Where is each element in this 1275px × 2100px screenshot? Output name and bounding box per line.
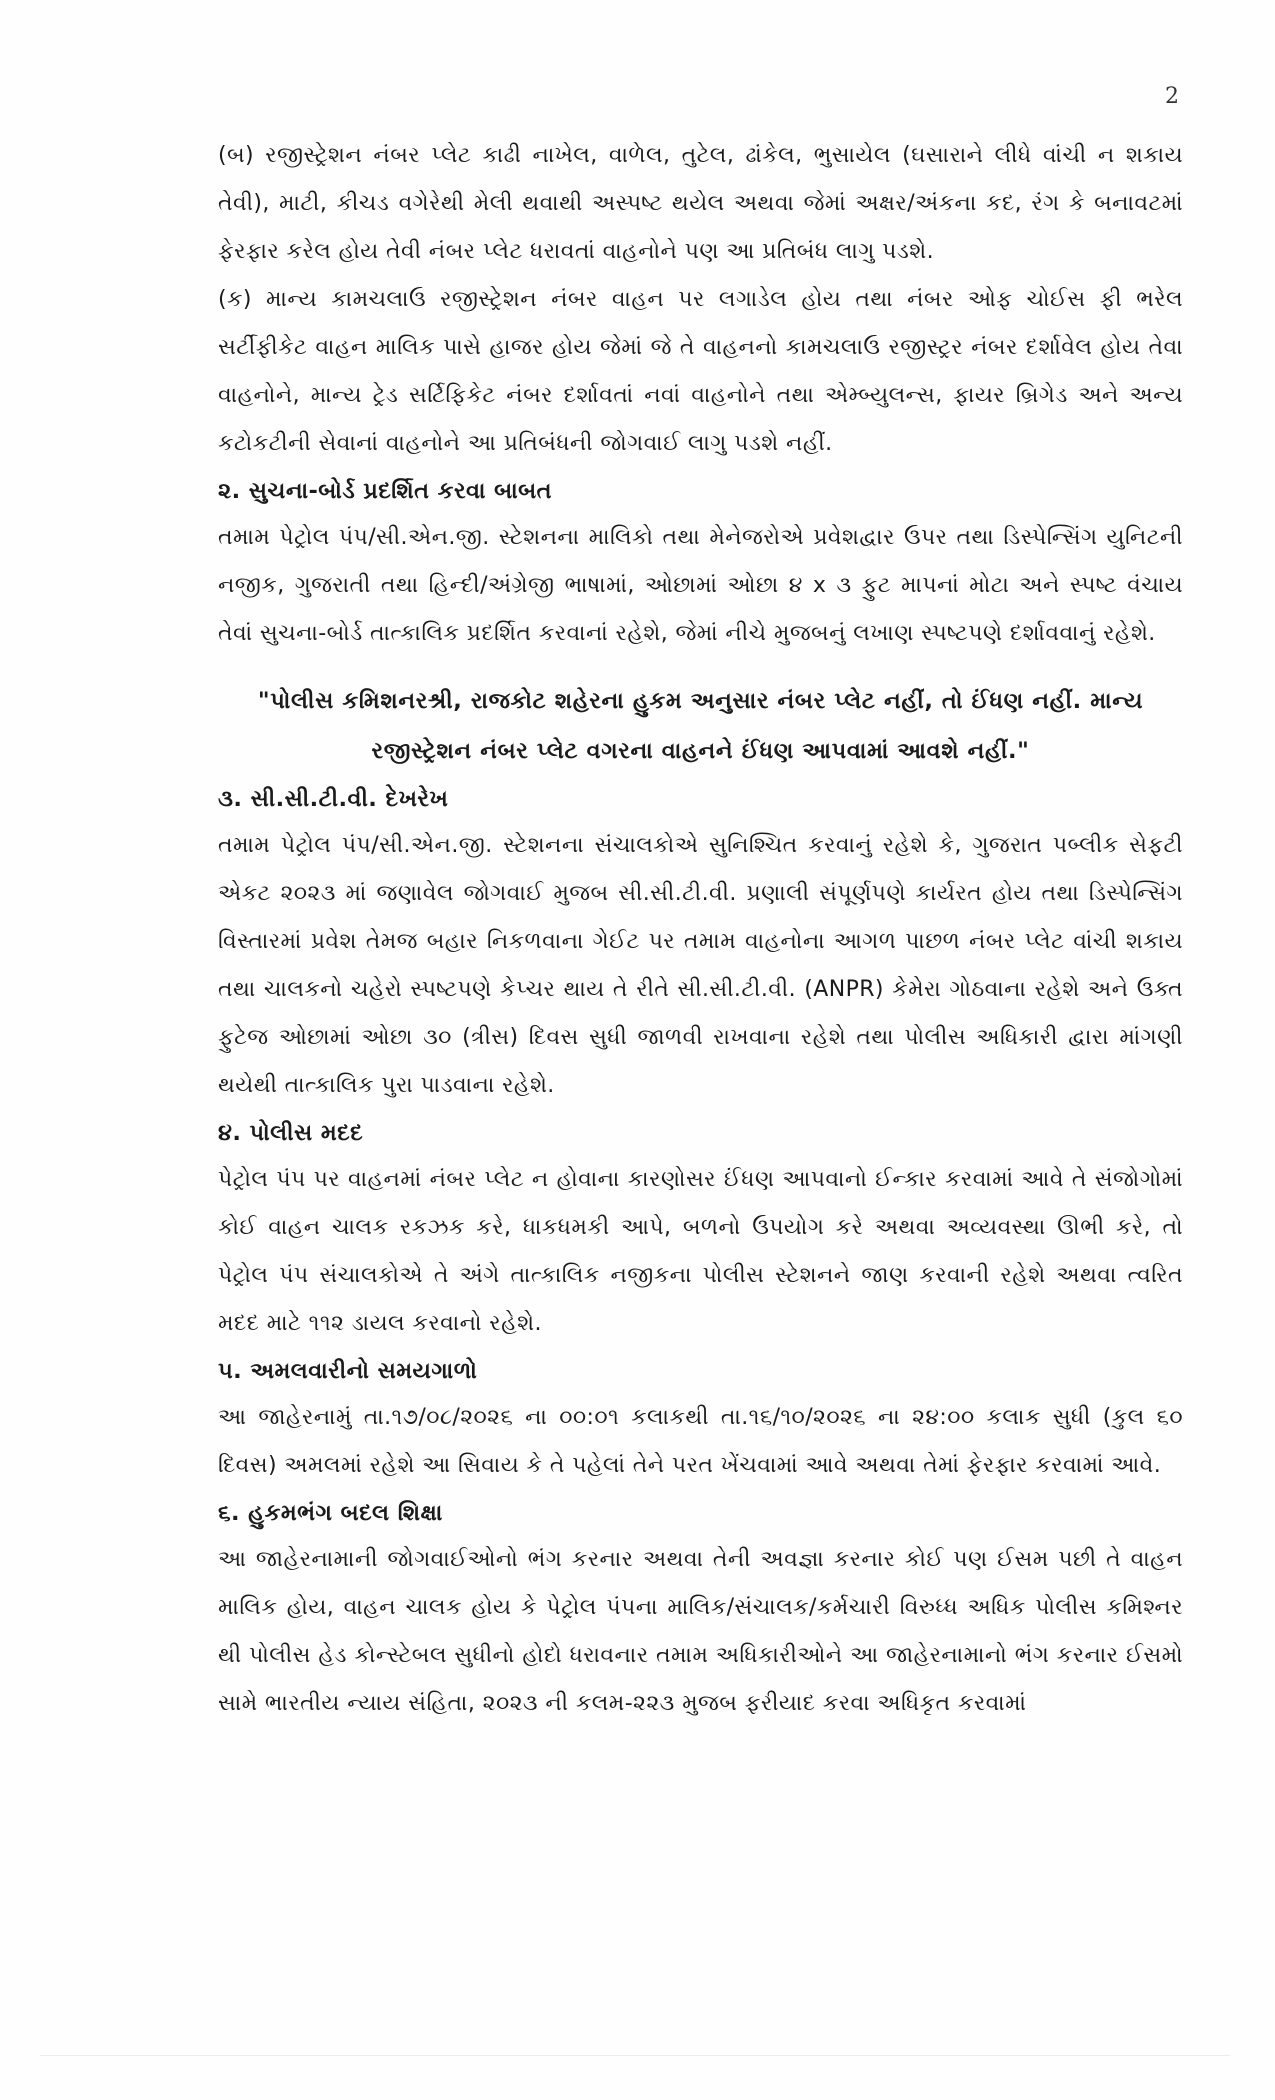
section-heading-enforcement-period: ૫. અમલવારીનો સમયગાળો: [218, 1358, 478, 1384]
section-heading-police-help: ૪. પોલીસ મદદ: [218, 1120, 364, 1146]
section-body-penalty: આ જાહેરનામાની જોગવાઈઓનો ભંગ કરનાર અથવા તેની અવજ્ઞા કરનાર કોઈ પણ ઈસમ પછી તે વાહન માલિક હોય, વાહન ચાલક હોય કે પેટ્રોલ પંપના માલિક/સંચાલક/કર્મચારી વિરુધ્ધ અધિક પોલીસ કમિશ્નર થી પોલીસ હેડ કોન્સ્ટેબલ સુધીનો હોદો ધરાવનાર તમામ અધિકારીઓને આ જાહેરનામાનો ભંગ કરનાર ઈસમો સામે ભારતીય ન્યાય સંહિતા, ૨૦૨૩ ની કલમ-૨૨૩ મુજબ ફરીયાદ કરવા અધિકૃત કરવામાં: [218, 1547, 1183, 1716]
section-body-cctv: તમામ પેટ્રોલ પંપ/સી.એન.જી. સ્ટેશનના સંચાલકોએ સુનિશ્ચિત કરવાનું રહેશે કે, ગુજરાત પબ્લીક સેફટી એકટ ૨૦૨૩ માં જણાવેલ જોગવાઈ મુજબ સી.સી.ટી.વી. પ્રણાલી સંપૂર્ણપણે કાર્યરત હોય તથા ડિસ્પેન્સિંગ વિસ્તારમાં પ્રવેશ તેમજ બહાર નિકળવાના ગેઈટ પર તમામ વાહનોના આગળ પાછળ નંબર પ્લેટ વાંચી શકાય તથા ચાલકનો ચહેરો સ્પષ્ટપણે કેપ્ચર થાય તે રીતે સી.સી.ટી.વી. (ANPR) કેમેરા ગોઠવાના રહેશે અને ઉક્ત ફુટેજ ઓછામાં ઓછા ૩૦ (ત્રીસ) દિવસ સુધી જાળવી રાખવાના રહેશે તથા પોલીસ અધિકારી દ્વારા માંગણી થયેથી તાત્કાલિક પુરા પાડવાના રહેશે.: [218, 833, 1183, 1098]
paragraph-k: (ક) માન્ય કામચલાઉ રજીસ્ટ્રેશન નંબર વાહન પર લગાડેલ હોય તથા નંબર ઓફ ચોઈસ ફી ભરેલ સર્ટીફીકેટ વાહન માલિક પાસે હાજર હોય જેમાં જે તે વાહનનો કામચલાઉ રજીસ્ટ્રર નંબર દર્શાવેલ હોય તેવા વાહનોને, માન્ય ટ્રેડ સર્ટિફિકેટ નંબર દર્શાવતાં નવાં વાહનોને તથા એમ્બ્યુલન્સ, ફાયર બ્રિગેડ અને અન્ય કટોકટીની સેવાનાં વાહનોને આ પ્રતિબંધની જોગવાઈ લાગુ પડશે નહીં.: [218, 287, 1183, 456]
section-body-police-help: પેટ્રોલ પંપ પર વાહનમાં નંબર પ્લેટ ન હોવાના કારણોસર ઈંધણ આપવાનો ઈન્કાર કરવામાં આવે તે સંજોગોમાં કોઈ વાહન ચાલક રકઝક કરે, ધાકધમકી આપે, બળનો ઉપયોગ કરે અથવા અવ્યવસ્થા ઊભી કરે, તો પેટ્રોલ પંપ સંચાલકોએ તે અંગે તાત્કાલિક નજીકના પોલીસ સ્ટેશનને જાણ કરવાની રહેશે અથવા ત્વરિત મદદ માટે ૧૧૨ ડાયલ કરવાનો રહેશે.: [218, 1167, 1183, 1336]
scan-edge-line: [40, 2055, 1230, 2056]
page-number: 2: [1165, 84, 1179, 109]
notice-line-1: "પોલીસ કમિશનરશ્રી, રાજકોટ શહેરના હુકમ અનુસાર નંબર પ્લેટ નહીં, તો ઈંધણ નહીં. માન્ય: [257, 688, 1144, 714]
section-heading-notice-board: ૨. સુચના-બોર્ડ પ્રદર્શિત કરવા બાબત: [218, 478, 552, 504]
paragraph-b: (બ) રજીસ્ટ્રેશન નંબર પ્લેટ કાઢી નાખેલ, વાળેલ, તુટેલ, ઢાંકેલ, ભુસાયેલ (ઘસારાને લીધે વાંચી ન શકાય તેવી), માટી, કીચડ વગેરેથી મેલી થવાથી અસ્પષ્ટ થયેલ અથવા જેમાં અક્ષર/અંકના કદ, રંગ કે બનાવટમાં ફેરફાર કરેલ હોય તેવી નંબર પ્લેટ ધરાવતાં વાહનોને પણ આ પ્રતિબંધ લાગુ પડશે.: [218, 143, 1183, 264]
section-heading-cctv: ૩. સી.સી.ટી.વી. દેખરેખ: [218, 786, 449, 812]
section-body-notice-board: તમામ પેટ્રોલ પંપ/સી.એન.જી. સ્ટેશનના માલિકો તથા મેનેજરોએ પ્રવેશદ્વાર ઉપર તથા ડિસ્પેન્સિંગ યુનિટની નજીક, ગુજરાતી તથા હિન્દી/અંગ્રેજી ભાષામાં, ઓછામાં ઓછા ૪ x ૩ ફુટ માપનાં મોટા અને સ્પષ્ટ વંચાય તેવાં સુચના-બોર્ડ તાત્કાલિક પ્રદર્શિત કરવાનાં રહેશે, જેમાં નીચે મુજબનું લખાણ સ્પષ્ટપણે દર્શાવવાનું રહેશે.: [218, 525, 1183, 646]
section-heading-penalty: ૬. હુકમભંગ બદલ શિક્ષા: [218, 1500, 443, 1526]
notice-board-text: [218, 676, 1183, 776]
notice-line-2: રજીસ્ટ્રેશન નંબર પ્લેટ વગરના વાહનને ઈંધણ આપવામાં આવશે નહીં.": [371, 738, 1030, 764]
document-body: [218, 132, 1183, 1728]
section-body-enforcement-period: આ જાહેરનામું તા.૧૭/૦૮/૨૦૨૬ ના ૦૦:૦૧ કલાકથી તા.૧૬/૧૦/૨૦૨૬ ના ૨૪:૦૦ કલાક સુધી (કુલ ૬૦ દિવસ) અમલમાં રહેશે આ સિવાય કે તે પહેલાં તેને પરત ખેંચવામાં આવે અથવા તેમાં ફેરફાર કરવામાં આવે.: [218, 1405, 1183, 1478]
